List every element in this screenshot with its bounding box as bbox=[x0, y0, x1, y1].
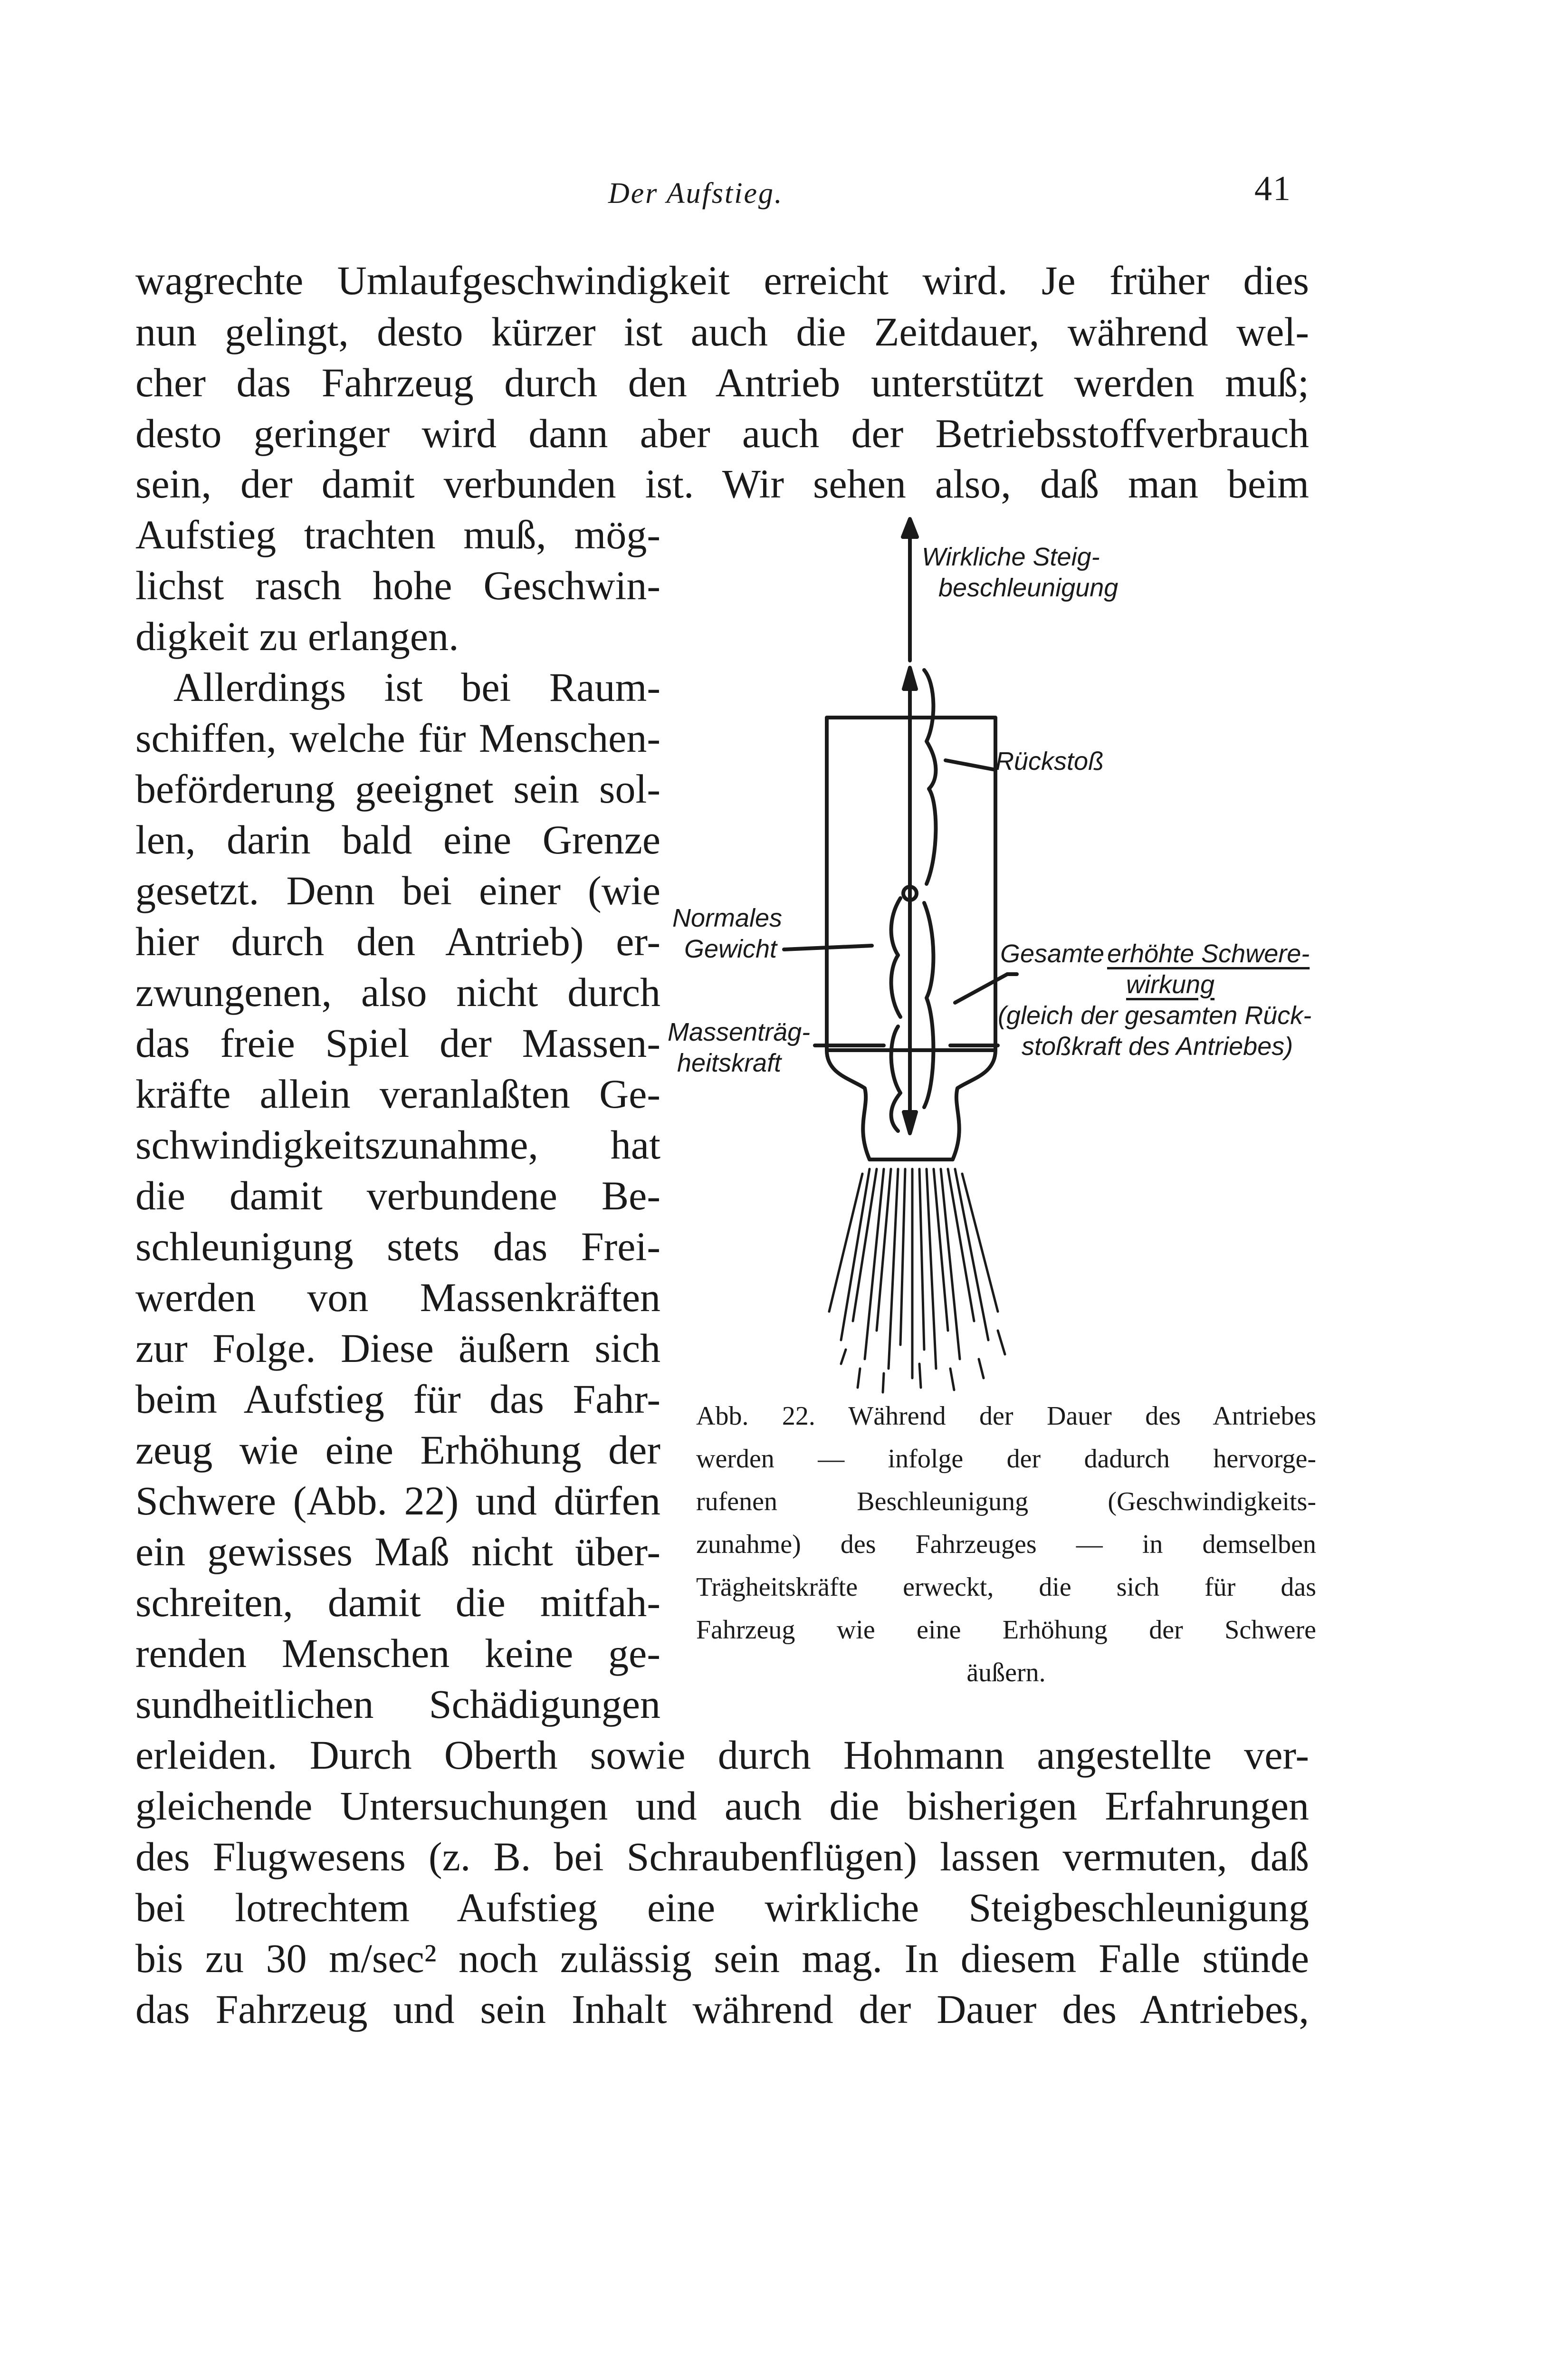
text-line: die damit verbundene Be- bbox=[135, 1173, 660, 1218]
thrust-arrowhead-down bbox=[904, 1112, 916, 1133]
label-gesamte-line-1b: erhöhte Schwere- bbox=[1107, 939, 1310, 968]
text-line: gleichende Untersuchungen und auch die bisherigen Erfahrungen bbox=[135, 1783, 1309, 1829]
text-line: erleiden. Durch Oberth sowie durch Hohmann angestellte ver- bbox=[135, 1732, 1309, 1778]
text-line: schreiten, damit die mitfah- bbox=[135, 1580, 660, 1625]
label-wirkliche-line-1: Wirkliche Steig- bbox=[922, 543, 1100, 571]
text-line: zeug wie eine Erhöhung der bbox=[135, 1427, 660, 1473]
figure-caption-line: Fahrzeug wie eine Erhöhung der Schwere bbox=[696, 1615, 1316, 1645]
figure-caption-line: werden — infolge der dadurch hervorge- bbox=[696, 1444, 1316, 1474]
label-rueckstoss: Rückstoß bbox=[995, 747, 1104, 776]
rueckstoss-brace bbox=[924, 670, 936, 884]
figure-caption-line: rufenen Beschleunigung (Geschwindigkeits- bbox=[696, 1487, 1316, 1516]
page-number: 41 bbox=[1254, 169, 1291, 208]
text-line: sundheitlichen Schädigungen bbox=[135, 1681, 660, 1727]
text-line: das Fahrzeug und sein Inhalt während der Dauer des Antriebes, bbox=[135, 1986, 1309, 2032]
text-line: beförderung geeignet sein sol- bbox=[135, 766, 660, 812]
text-line: cher das Fahrzeug durch den Antrieb unterstützt werden muß; bbox=[135, 360, 1309, 405]
gesamt-brace bbox=[924, 903, 933, 1107]
text-line: das freie Spiel der Massen- bbox=[135, 1020, 660, 1066]
text-line: gesetzt. Denn bei einer (wie bbox=[135, 868, 660, 913]
thrust-arrowhead-up bbox=[904, 668, 916, 689]
label-gesamte-line-2: wirkung bbox=[1126, 970, 1215, 999]
label-gleich-line-1: (gleich der gesamten Rück- bbox=[998, 1001, 1312, 1030]
traegheit-brace bbox=[891, 1026, 900, 1131]
text-line: zwungenen, also nicht durch bbox=[135, 969, 660, 1015]
text-line: len, darin bald eine Grenze bbox=[135, 817, 660, 862]
text-line: schwindigkeitszunahme, hat bbox=[135, 1122, 660, 1168]
text-line: wagrechte Umlaufgeschwindigkeit erreicht wird. Je früher dies bbox=[135, 258, 1309, 303]
text-line: zur Folge. Diese äußern sich bbox=[135, 1325, 660, 1371]
text-line: Schwere (Abb. 22) und dürfen bbox=[135, 1478, 660, 1523]
label-normales-line-2: Gewicht bbox=[684, 935, 777, 963]
text-line: sein, der damit verbunden ist. Wir sehen also, daß man beim bbox=[135, 461, 1309, 507]
text-line: werden von Massenkräften bbox=[135, 1274, 660, 1320]
acceleration-arrowhead bbox=[903, 519, 917, 537]
label-normales-line-1: Normales bbox=[672, 904, 783, 932]
text-line: schleunigung stets das Frei- bbox=[135, 1224, 660, 1269]
text-line: bei lotrechtem Aufstieg eine wirkliche Steigbeschleunigung bbox=[135, 1885, 1309, 1930]
text-line: digkeit zu erlangen. bbox=[135, 613, 459, 659]
figure-caption-line: Abb. 22. Während der Dauer des Antriebes bbox=[696, 1401, 1316, 1431]
label-wirkliche-line-2: beschleunigung bbox=[938, 574, 1119, 602]
text-line: renden Menschen keine ge- bbox=[135, 1630, 660, 1676]
figure-caption-line: Trägheitskräfte erweckt, die sich für das bbox=[696, 1572, 1316, 1602]
leader-gesamt bbox=[955, 974, 1007, 1003]
gewicht-brace bbox=[891, 898, 900, 1017]
text-line: bis zu 30 m/sec² noch zulässig sein mag. In diesem Falle stünde bbox=[135, 1935, 1309, 1981]
running-head: Der Aufstieg. bbox=[608, 177, 784, 210]
text-line: lichst rasch hohe Geschwin- bbox=[135, 563, 660, 608]
label-gesamte-line-1a: Gesamte bbox=[1000, 939, 1105, 968]
text-line: des Flugwesens (z. B. bei Schraubenflügen) lassen vermuten, daß bbox=[135, 1834, 1309, 1879]
exhaust-jet bbox=[829, 1169, 1005, 1392]
text-line: Aufstieg trachten muß, mög- bbox=[135, 512, 660, 557]
leader-gewicht bbox=[784, 946, 872, 949]
leader-rueckstoss bbox=[946, 760, 995, 770]
figure-caption-line: äußern. bbox=[966, 1658, 1046, 1687]
text-line: beim Aufstieg für das Fahr- bbox=[135, 1376, 660, 1422]
text-line: kräfte allein veranlaßten Ge- bbox=[135, 1071, 660, 1117]
text-line: Allerdings ist bei Raum- bbox=[173, 664, 660, 710]
text-line: hier durch den Antrieb) er- bbox=[135, 919, 660, 964]
label-massen-line-2: heitskraft bbox=[677, 1049, 782, 1077]
figure-caption-line: zunahme) des Fahrzeuges — in demselben bbox=[696, 1530, 1316, 1559]
label-gleich-line-2: stoßkraft des Antriebes) bbox=[1022, 1032, 1293, 1061]
label-massen-line-1: Massenträg- bbox=[668, 1018, 811, 1046]
text-line: ein gewisses Maß nicht über- bbox=[135, 1529, 660, 1574]
text-line: nun gelingt, desto kürzer ist auch die Zeitdauer, während wel- bbox=[135, 309, 1309, 354]
text-line: schiffen, welche für Menschen- bbox=[135, 715, 660, 761]
text-line: desto geringer wird dann aber auch der Betriebsstoffverbrauch bbox=[135, 411, 1309, 456]
